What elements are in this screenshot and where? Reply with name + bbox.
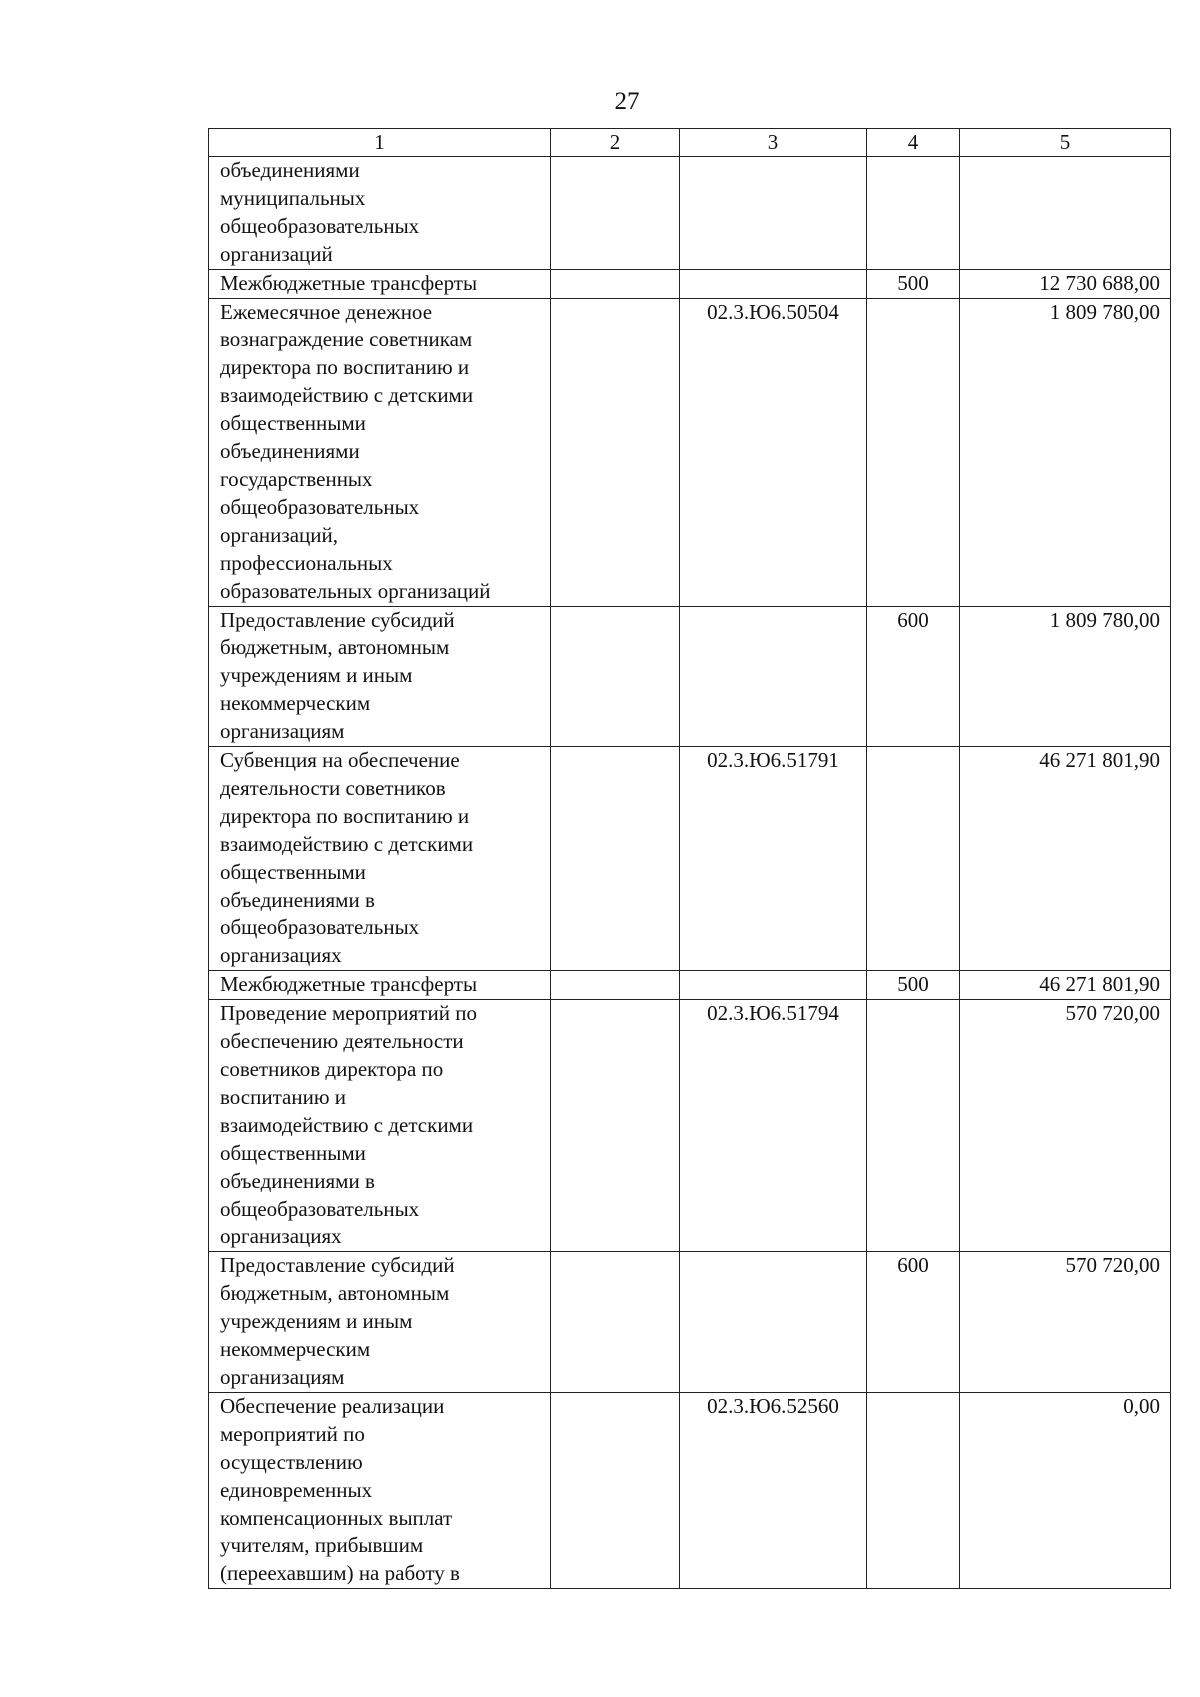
target-code-cell — [680, 157, 867, 270]
page-number: 27 — [614, 88, 640, 115]
column-2-cell — [551, 606, 680, 747]
target-code-cell: 02.3.Ю6.52560 — [680, 1392, 867, 1588]
item-name-cell: Предоставление субсидий бюджетным, автономным учреждениям и иным некоммерческим организациям — [209, 606, 551, 747]
item-name-cell: объединениями муниципальных общеобразовательных организаций — [209, 157, 551, 270]
header-cell: 4 — [867, 129, 960, 157]
expense-type-cell: 500 — [867, 269, 960, 298]
target-code-cell: 02.3.Ю6.50504 — [680, 298, 867, 606]
amount-cell: 46 271 801,90 — [960, 971, 1171, 1000]
amount-cell: 570 720,00 — [960, 1000, 1171, 1252]
column-2-cell — [551, 157, 680, 270]
amount-cell: 0,00 — [960, 1392, 1171, 1588]
item-name-cell: Межбюджетные трансферты — [209, 269, 551, 298]
expense-type-cell — [867, 1000, 960, 1252]
item-name-cell: Обеспечение реализации мероприятий по осуществлению единовременных компенсационных выплат учителям, прибывшим (переехавшим) на работу в — [209, 1392, 551, 1588]
budget-table — [208, 128, 1171, 1589]
expense-type-cell — [867, 747, 960, 971]
column-2-cell — [551, 1000, 680, 1252]
column-2-cell — [551, 971, 680, 1000]
table-header-row — [209, 129, 1171, 157]
amount-cell: 1 809 780,00 — [960, 606, 1171, 747]
table-row — [209, 157, 1171, 270]
expense-type-cell — [867, 298, 960, 606]
table-row — [209, 1252, 1171, 1393]
amount-cell: 570 720,00 — [960, 1252, 1171, 1393]
target-code-cell: 02.3.Ю6.51791 — [680, 747, 867, 971]
table-row — [209, 971, 1171, 1000]
item-name-cell: Субвенция на обеспечение деятельности советников директора по воспитанию и взаимодействию с детскими общественными объединениями в общеобразовательных организациях — [209, 747, 551, 971]
amount-cell: 46 271 801,90 — [960, 747, 1171, 971]
column-2-cell — [551, 298, 680, 606]
table-row — [209, 269, 1171, 298]
table-row — [209, 298, 1171, 606]
column-2-cell — [551, 1392, 680, 1588]
target-code-cell — [680, 1252, 867, 1393]
header-cell: 3 — [680, 129, 867, 157]
expense-type-cell: 500 — [867, 971, 960, 1000]
column-2-cell — [551, 1252, 680, 1393]
item-name-cell: Ежемесячное денежное вознаграждение советникам директора по воспитанию и взаимодействию с детскими общественными объединениями государственных общеобразовательных организаций, профессиональных образовательных организаций — [209, 298, 551, 606]
column-2-cell — [551, 747, 680, 971]
expense-type-cell — [867, 157, 960, 270]
amount-cell: 12 730 688,00 — [960, 269, 1171, 298]
target-code-cell — [680, 606, 867, 747]
target-code-cell: 02.3.Ю6.51794 — [680, 1000, 867, 1252]
amount-cell: 1 809 780,00 — [960, 298, 1171, 606]
header-cell: 2 — [551, 129, 680, 157]
table-row — [209, 747, 1171, 971]
table-row — [209, 1392, 1171, 1588]
expense-type-cell — [867, 1392, 960, 1588]
item-name-cell: Межбюджетные трансферты — [209, 971, 551, 1000]
target-code-cell — [680, 269, 867, 298]
header-cell: 1 — [209, 129, 551, 157]
column-2-cell — [551, 269, 680, 298]
target-code-cell — [680, 971, 867, 1000]
item-name-cell: Предоставление субсидий бюджетным, автономным учреждениям и иным некоммерческим организациям — [209, 1252, 551, 1393]
table-row — [209, 606, 1171, 747]
amount-cell — [960, 157, 1171, 270]
item-name-cell: Проведение мероприятий по обеспечению деятельности советников директора по воспитанию и взаимодействию с детскими общественными объединениями в общеобразовательных организациях — [209, 1000, 551, 1252]
expense-type-cell: 600 — [867, 606, 960, 747]
table-row — [209, 1000, 1171, 1252]
expense-type-cell: 600 — [867, 1252, 960, 1393]
header-cell: 5 — [960, 129, 1171, 157]
